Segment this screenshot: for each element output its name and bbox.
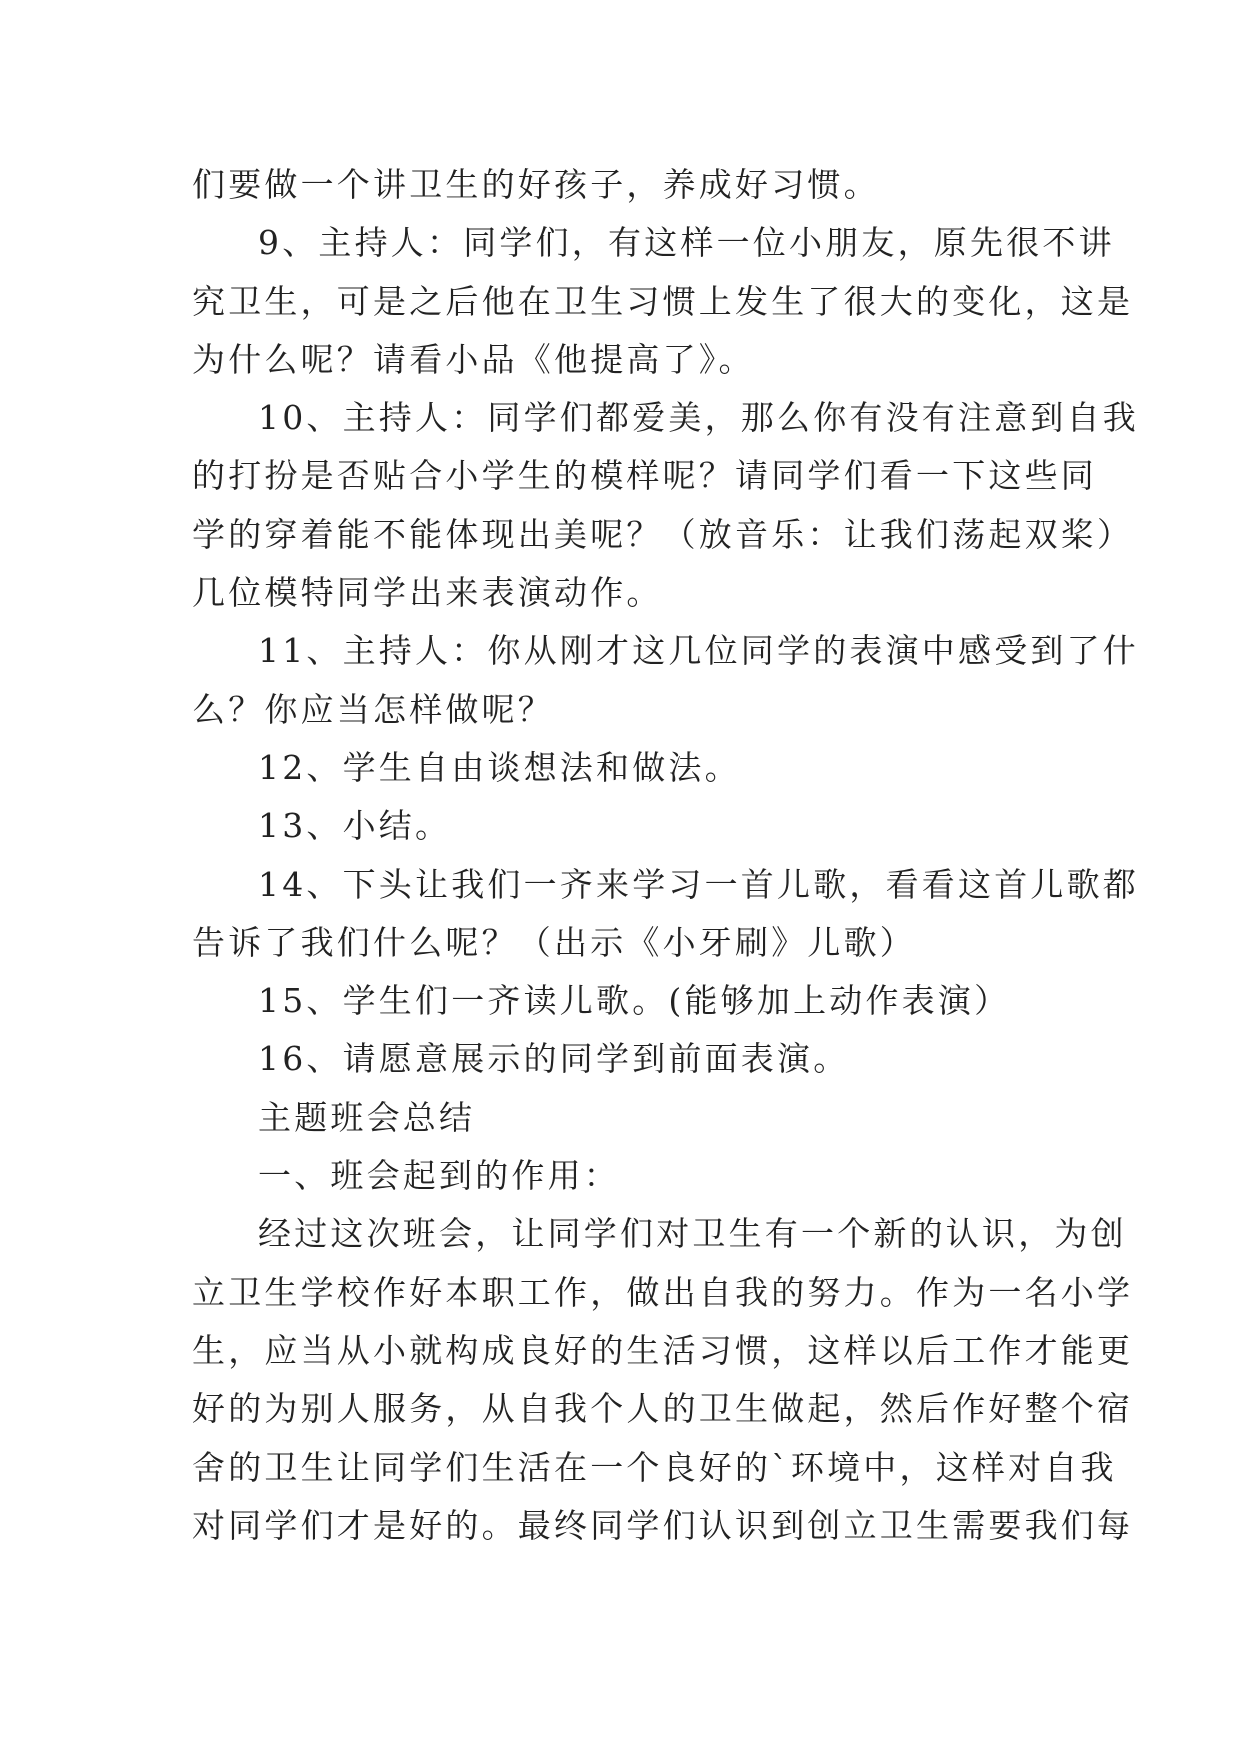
text-line: 舍的卫生让同学们生活在一个良好的`环境中，这样对自我 [192, 1447, 1117, 1487]
subsection-heading: 一、班会起到的作用： [258, 1156, 620, 1196]
text-line: 么？你应当怎样做呢？ [192, 689, 554, 729]
text-line: 几位模特同学出来表演动作。 [192, 573, 663, 613]
document-body [192, 156, 1139, 1555]
section-heading: 主题班会总结 [258, 1097, 476, 1137]
text-line: 15、学生们一齐读儿歌。(能够加上动作表演） [258, 981, 1011, 1021]
text-line: 们要做一个讲卫生的好孩子，养成好习惯。 [192, 165, 880, 204]
text-line: 学的穿着能不能体现出美呢？（放音乐：让我们荡起双桨） [192, 514, 1134, 554]
text-line: 16、请愿意展示的同学到前面表演。 [258, 1039, 850, 1079]
text-line: 生，应当从小就构成良好的生活习惯，这样以后工作才能更 [192, 1330, 1134, 1370]
text-line: 经过这次班会，让同学们对卫生有一个新的认识，为创 [258, 1214, 1127, 1254]
text-line: 9、主持人：同学们，有这样一位小朋友，原先很不讲 [258, 223, 1115, 263]
text-line: 立卫生学校作好本职工作，做出自我的努力。作为一名小学 [192, 1272, 1134, 1312]
text-line: 14、下头让我们一齐来学习一首儿歌，看看这首儿歌都 [258, 864, 1139, 904]
text-line: 的打扮是否贴合小学生的模样呢？请同学们看一下这些同 [192, 456, 1097, 496]
text-line: 究卫生，可是之后他在卫生习惯上发生了很大的变化，这是 [192, 281, 1134, 321]
text-line: 12、学生自由谈想法和做法。 [258, 747, 741, 787]
text-line: 10、主持人：同学们都爱美，那么你有没有注意到自我 [258, 398, 1139, 438]
text-line: 13、小结。 [258, 806, 452, 846]
text-line: 对同学们才是好的。最终同学们认识到创立卫生需要我们每 [192, 1505, 1134, 1545]
text-line: 告诉了我们什么呢？（出示《小牙刷》儿歌） [192, 922, 916, 962]
text-line: 好的为别人服务，从自我个人的卫生做起，然后作好整个宿 [192, 1389, 1134, 1429]
text-line: 11、主持人：你从刚才这几位同学的表演中感受到了什 [258, 631, 1139, 671]
text-line: 为什么呢？请看小品《他提高了》。 [192, 339, 755, 379]
